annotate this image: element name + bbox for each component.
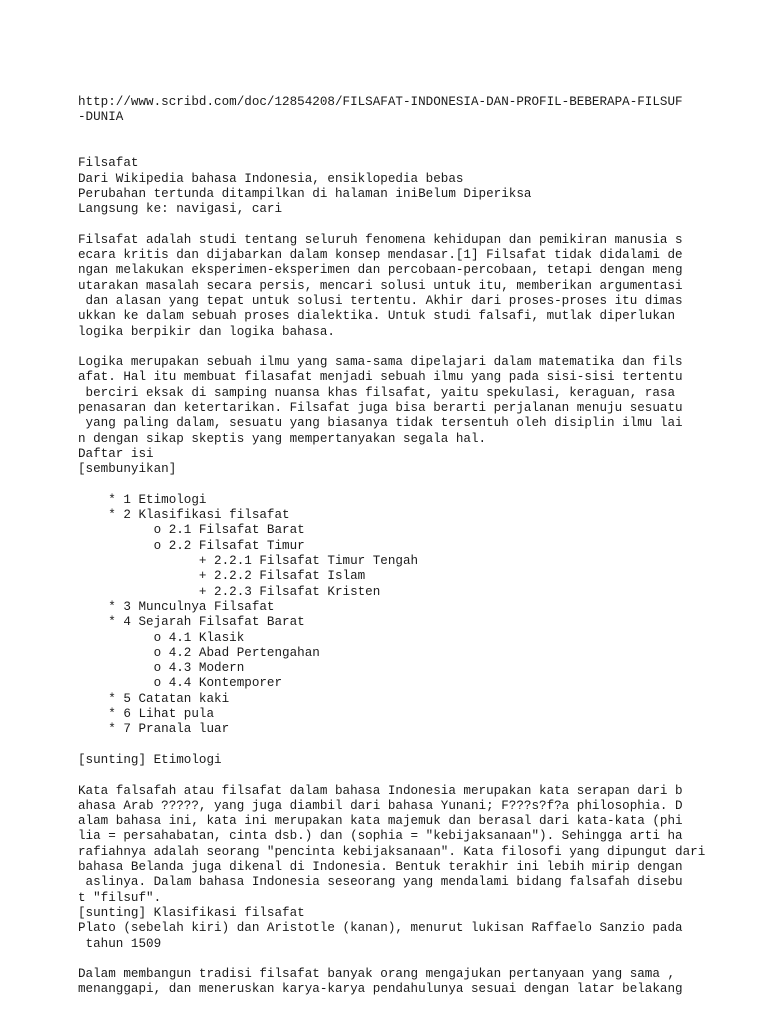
document-text-line: + 2.2.2 Filsafat Islam bbox=[78, 569, 366, 584]
document-text-line: o 2.2 Filsafat Timur bbox=[78, 538, 305, 553]
document-text-line: * 2 Klasifikasi filsafat bbox=[78, 508, 290, 523]
document-text-line: o 4.4 Kontemporer bbox=[78, 676, 283, 691]
document-text-line: yang paling dalam, sesuatu yang biasanya tidak tersentuh oleh disiplin ilmu lai bbox=[78, 416, 683, 431]
document-text-line: bahasa Belanda juga dikenal di Indonesia. Bentuk terakhir ini lebih mirip dengan bbox=[78, 860, 683, 874]
document-text-line: Dalam membangun tradisi filsafat banyak orang mengajukan pertanyaan yang sama , bbox=[78, 967, 676, 982]
document-text-line: berciri eksak di samping nuansa khas filsafat, yaitu spekulasi, keraguan, rasa bbox=[78, 385, 676, 400]
document-text-line: menanggapi, dan meneruskan karya-karya pendahulunya sesuai dengan latar belakang bbox=[78, 982, 683, 997]
document-text-line: http://www.scribd.com/doc/12854208/FILSAFAT-INDONESIA-DAN-PROFIL-BEBERAPA-FILSUF bbox=[78, 95, 683, 109]
document-text-line: utarakan masalah secara persis, mencari solusi untuk itu, memberikan argumentasi bbox=[78, 278, 683, 293]
document-text-line: Filsafat adalah studi tentang seluruh fenomena kehidupan dan pemikiran manusia s bbox=[78, 232, 683, 247]
document-text-line: Filsafat bbox=[78, 156, 139, 171]
document-text-line: n dengan sikap skeptis yang mempertanyakan segala hal. bbox=[78, 431, 487, 446]
document-text-line: rafiahnya adalah seorang "pencinta kebijaksanaan". Kata filosofi yang dipungut dari bbox=[78, 844, 706, 859]
document-text-line: * 6 Lihat pula bbox=[78, 707, 215, 721]
document-text-line: Logika merupakan sebuah ilmu yang sama-sama dipelajari dalam matematika dan fils bbox=[78, 355, 683, 370]
document-text-line: logika berpikir dan logika bahasa. bbox=[78, 324, 335, 339]
document-text-line: + 2.2.3 Filsafat Kristen bbox=[78, 584, 381, 599]
document-text-line: * 3 Munculnya Filsafat bbox=[78, 599, 275, 614]
document-text-line: -DUNIA bbox=[78, 110, 124, 125]
document-text-line: * 4 Sejarah Filsafat Barat bbox=[78, 615, 305, 630]
document-text-line: Langsung ke: navigasi, cari bbox=[78, 202, 283, 217]
document-text-line: Plato (sebelah kiri) dan Aristotle (kanan), menurut lukisan Raffaelo Sanzio pada bbox=[78, 921, 683, 936]
document-text-line: o 4.3 Modern bbox=[78, 661, 245, 676]
document-text-line: dan alasan yang tepat untuk solusi tertentu. Akhir dari proses-proses itu dimas bbox=[78, 293, 683, 308]
document-text-line: t "filsuf". bbox=[78, 890, 162, 905]
document-text-line: + 2.2.1 Filsafat Timur Tengah bbox=[78, 554, 419, 568]
document-text-line: [sunting] Klasifikasi filsafat bbox=[78, 905, 305, 920]
document-text-line: o 4.2 Abad Pertengahan bbox=[78, 645, 320, 660]
document-text-line: * 1 Etimologi bbox=[78, 492, 207, 507]
document-text-line: o 4.1 Klasik bbox=[78, 630, 245, 645]
document-text-line: * 7 Pranala luar bbox=[78, 722, 230, 737]
document-text-line: ukkan ke dalam sebuah proses dialektika. Untuk studi falsafi, mutlak diperlukan bbox=[78, 309, 676, 324]
document-text-line: ecara kritis dan dijabarkan dalam konsep mendasar.[1] Filsafat tidak didalami de bbox=[78, 248, 683, 262]
document-text-line: alam bahasa ini, kata ini merupakan kata majemuk dan berasal dari kata-kata (phi bbox=[78, 814, 683, 829]
document-text-line: afat. Hal itu membuat filasafat menjadi sebuah ilmu yang pada sisi-sisi tertentu bbox=[78, 370, 683, 385]
document-text-line: Kata falsafah atau filsafat dalam bahasa Indonesia merupakan kata serapan dari b bbox=[78, 783, 683, 798]
document-text-line: Perubahan tertunda ditampilkan di halaman iniBelum Diperiksa bbox=[78, 186, 532, 201]
document-text-line: ngan melakukan eksperimen-eksperimen dan percobaan-percobaan, tetapi dengan meng bbox=[78, 263, 683, 278]
document-text-line: o 2.1 Filsafat Barat bbox=[78, 523, 305, 538]
document-text-line: [sembunyikan] bbox=[78, 462, 177, 477]
document-text-line: * 5 Catatan kaki bbox=[78, 691, 230, 706]
document-text-line: [sunting] Etimologi bbox=[78, 752, 222, 767]
document-text-line: tahun 1509 bbox=[78, 936, 162, 951]
document-text-line: aslinya. Dalam bahasa Indonesia seseorang yang mendalami bidang falsafah disebu bbox=[78, 875, 683, 890]
document-text-line: Dari Wikipedia bahasa Indonesia, ensiklopedia bebas bbox=[78, 171, 464, 186]
document-text-line: ahasa Arab ?????, yang juga diambil dari bahasa Yunani; F???s?f?a philosophia. D bbox=[78, 798, 683, 813]
document-text-line: lia = persahabatan, cinta dsb.) dan (sophia = "kebijaksanaan"). Sehingga arti ha bbox=[78, 829, 683, 844]
document-text-line: penasaran dan ketertarikan. Filsafat juga bisa berarti perjalanan menuju sesuatu bbox=[78, 401, 683, 415]
document-text-line: Daftar isi bbox=[78, 446, 154, 461]
